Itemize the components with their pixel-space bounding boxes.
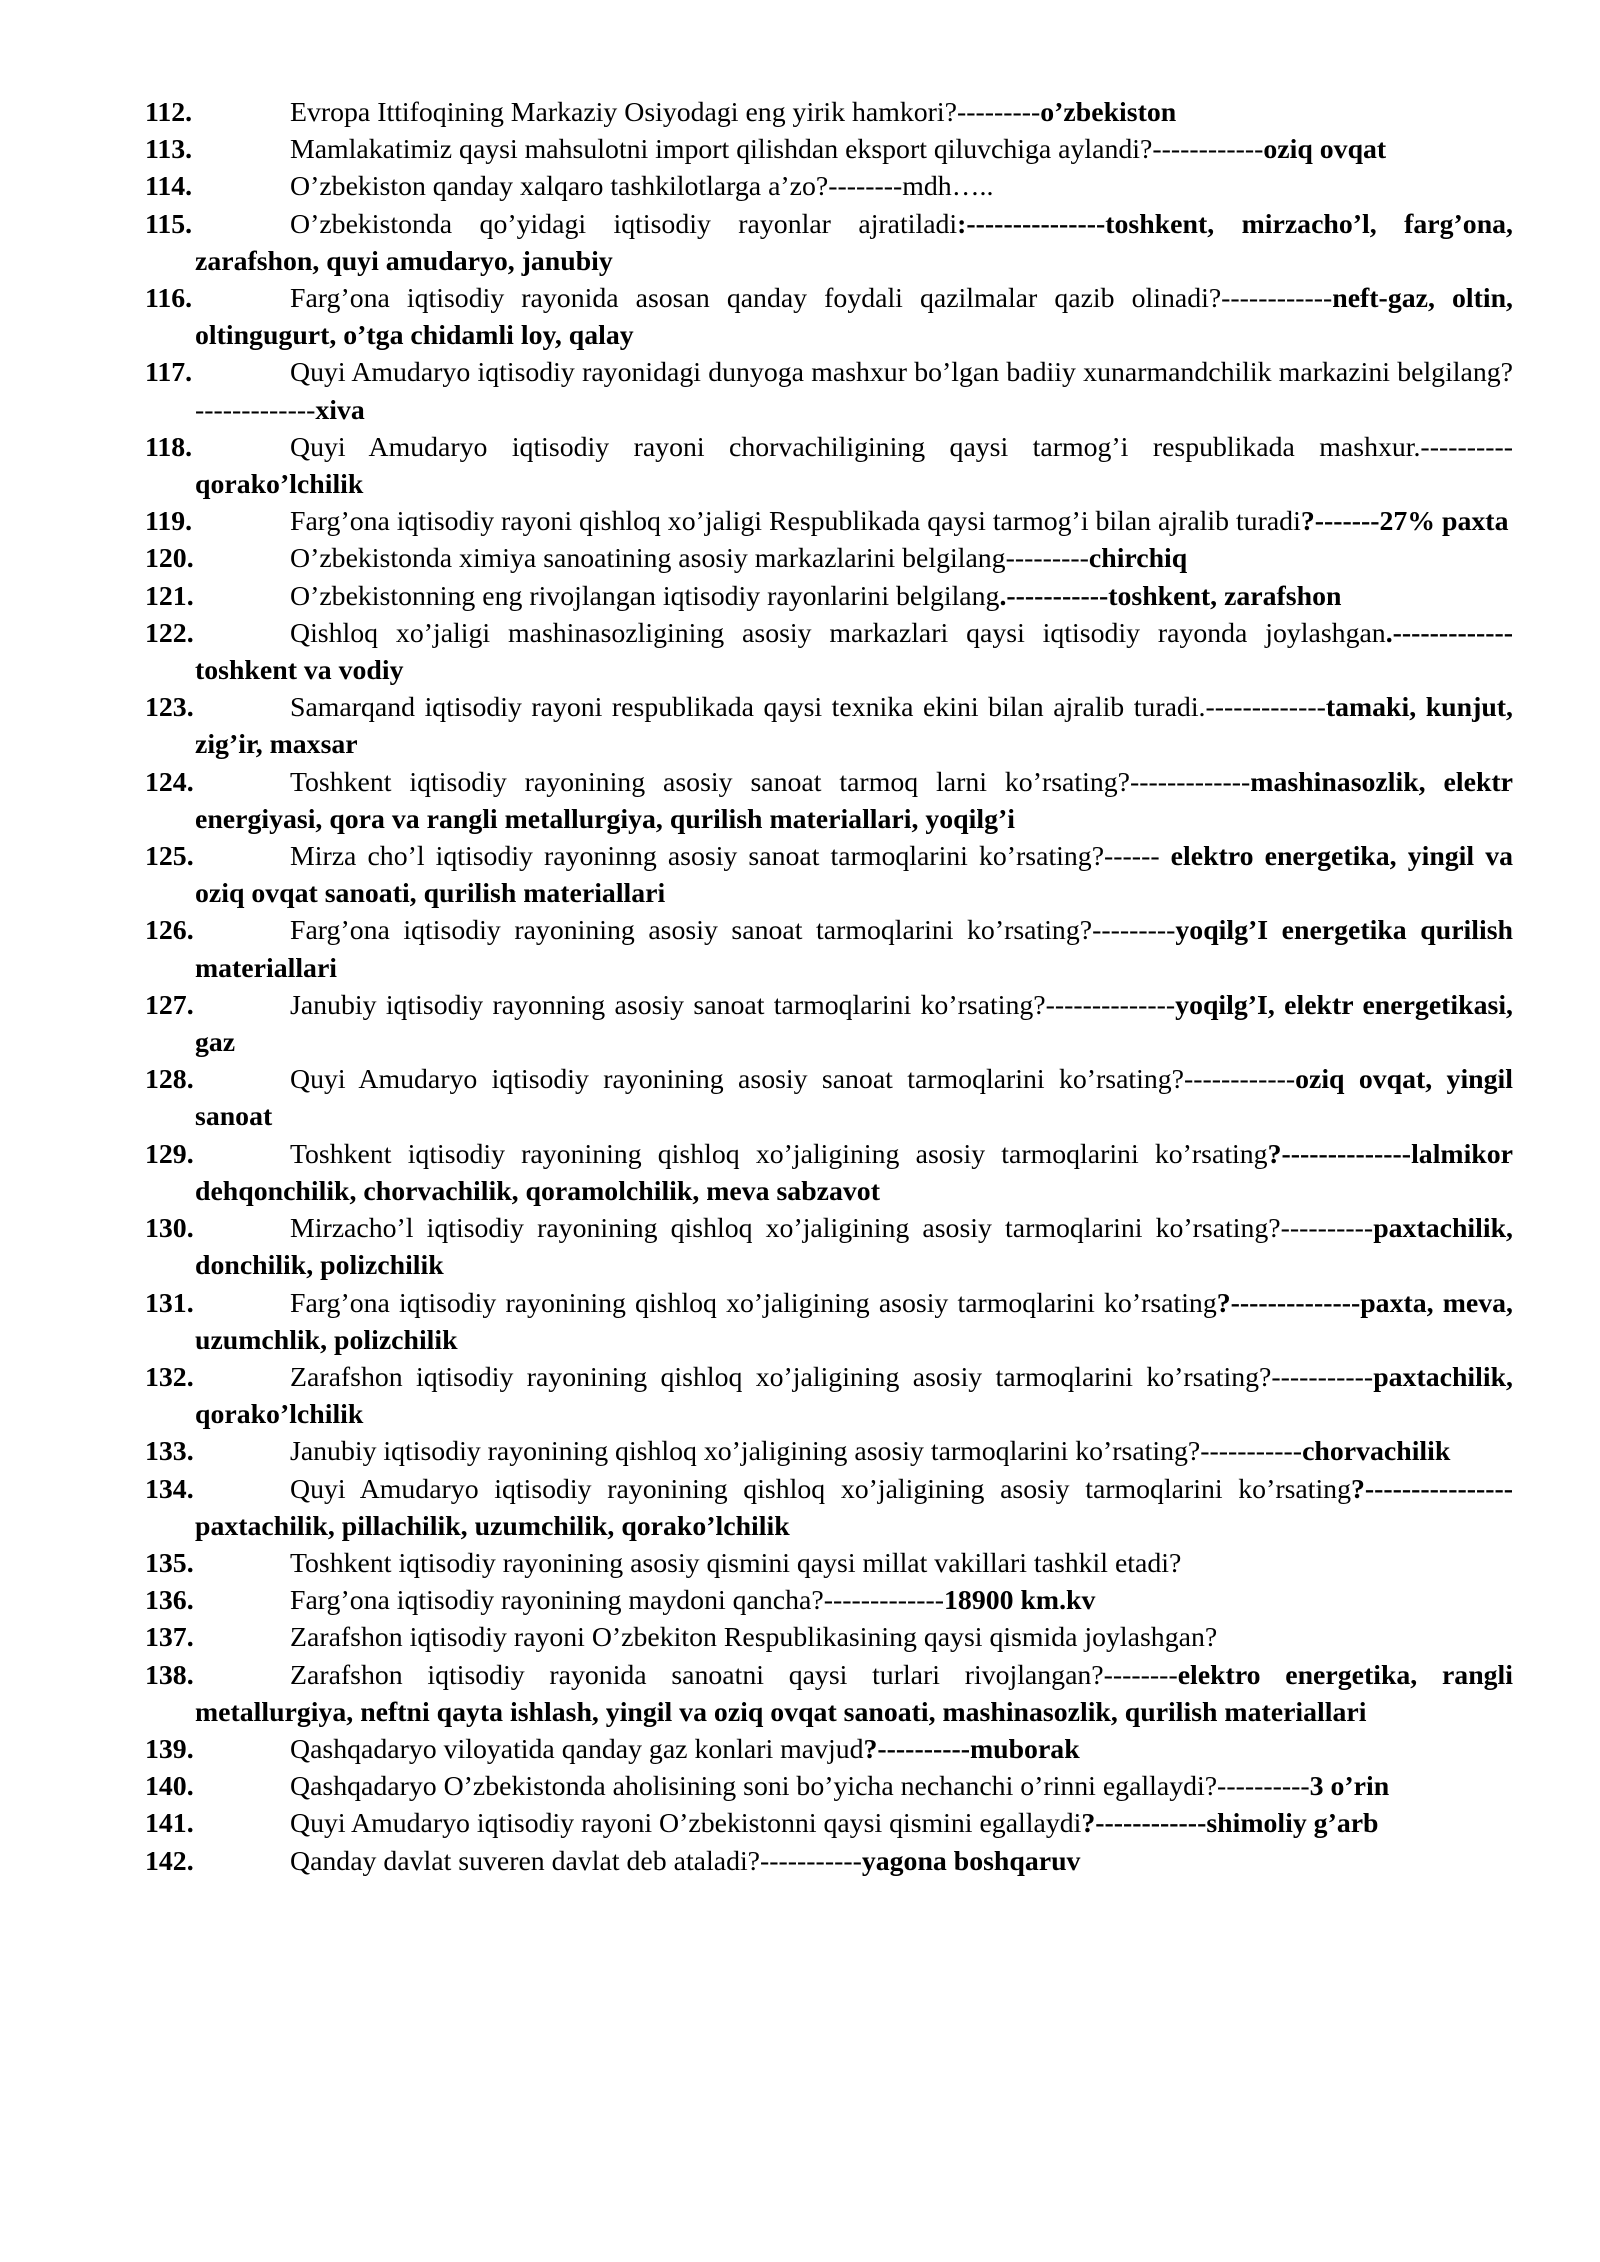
item-number: 124. (145, 766, 194, 798)
item-number: 114. (145, 171, 193, 203)
question-text: Samarqand iqtisodiy rayoni respublikada qaysi texnika ekini bilan ajralib turadi.------------- (290, 692, 1326, 724)
list-item (145, 1843, 1513, 1880)
list-item (145, 764, 1513, 838)
answer-text: oziq ovqat (1263, 134, 1387, 166)
list-item (145, 1471, 1513, 1545)
list-item (145, 1582, 1513, 1619)
question-text: O’zbekistonda ximiya sanoatining asosiy markazlarini belgilang--------- (290, 543, 1089, 575)
question-text: Farg’ona iqtisodiy rayonining maydoni qancha?------------- (290, 1585, 945, 1617)
item-number: 122. (145, 617, 194, 649)
question-text: Mirzacho’l iqtisodiy rayonining qishloq xo’jaligining asosiy tarmoqlarini ko’rsating?---------- (290, 1213, 1374, 1245)
item-number: 139. (145, 1733, 194, 1765)
item-number: 129. (145, 1138, 194, 1170)
answer-text: 3 o’rin (1309, 1771, 1390, 1803)
list-item (145, 503, 1513, 540)
item-number: 128. (145, 1064, 194, 1096)
item-number: 115. (145, 208, 193, 240)
answer-text: neft-gaz, oltin, oltingugurt, o’tga chidamli loy, qalay (195, 283, 1513, 352)
list-item (145, 1285, 1513, 1359)
item-number: 121. (145, 580, 194, 612)
item-number: 135. (145, 1547, 194, 1579)
answer-text: xiva (315, 394, 365, 426)
question-text: O’zbekiston qanday xalqaro tashkilotlarga a’zo?--------mdh….. (290, 171, 994, 203)
question-text: O’zbekistonda qo’yidagi iqtisodiy rayonlar ajratiladi (290, 208, 958, 240)
question-list (145, 94, 1513, 1880)
item-number: 117. (145, 357, 193, 389)
list-item (145, 1731, 1513, 1768)
item-number: 125. (145, 841, 194, 873)
question-text: Farg’ona iqtisodiy rayonida asosan qanday foydali qazilmalar qazib olinadi?------------ (290, 283, 1333, 315)
answer-text: ?----------muborak (863, 1733, 1080, 1765)
answer-text: chirchiq (1088, 543, 1188, 575)
answer-text: yagona boshqaruv (861, 1845, 1081, 1877)
answer-text: ?--------------lalmikor dehqonchilik, chorvachilik, qoramolchilik, meva sabzavot (195, 1138, 1513, 1207)
list-item (145, 615, 1513, 689)
answer-text: qorako’lchilik (195, 469, 364, 501)
item-number: 123. (145, 692, 194, 724)
question-text: Evropa Ittifoqining Markaziy Osiyodagi eng yirik hamkori?--------- (290, 97, 1041, 128)
item-number: 116. (145, 283, 193, 315)
answer-text: 18900 km.kv (944, 1585, 1096, 1617)
item-number: 136. (145, 1585, 194, 1617)
list-item (145, 131, 1513, 168)
answer-text: .-----------toshkent, zarafshon (999, 580, 1342, 612)
answer-text: .-------------toshkent va vodiy (195, 617, 1513, 687)
list-item (145, 1061, 1513, 1135)
list-item (145, 838, 1513, 912)
answer-text: ?------------shimoliy g’arb (1081, 1808, 1379, 1840)
question-text: Farg’ona iqtisodiy rayonining qishloq xo’jaligining asosiy tarmoqlarini ko’rsating (290, 1287, 1217, 1319)
item-number: 134. (145, 1473, 194, 1505)
question-text: Qanday davlat suveren davlat deb ataladi?----------- (290, 1845, 862, 1877)
answer-text: tamaki, kunjut, zig’ir, maxsar (195, 692, 1514, 761)
question-text: Janubiy iqtisodiy rayonining qishloq xo’jaligining asosiy tarmoqlarini ko’rsating?----------- (290, 1436, 1303, 1468)
question-text: Qashqadaryo O’zbekistonda aholisining soni bo’yicha nechanchi o’rinni egallaydi?---------- (290, 1771, 1310, 1803)
list-item (145, 1210, 1513, 1284)
list-item (145, 94, 1513, 131)
item-number: 140. (145, 1771, 194, 1803)
answer-text: o’zbekiston (1040, 97, 1177, 128)
question-text: Farg’ona iqtisodiy rayoni qishloq xo’jaligi Respublikada qaysi tarmog’i bilan ajralib turadi (290, 506, 1301, 538)
list-item (145, 1657, 1513, 1731)
item-number: 119. (145, 506, 193, 538)
item-number: 112. (145, 97, 193, 128)
list-item (145, 168, 1513, 205)
question-text: Toshkent iqtisodiy rayonining qishloq xo’jaligining asosiy tarmoqlarini ko’rsating (290, 1138, 1268, 1170)
question-text: Janubiy iqtisodiy rayonning asosiy sanoat tarmoqlarini ko’rsating?-------------- (290, 989, 1176, 1021)
answer-text: chorvachilik (1302, 1436, 1451, 1468)
list-item (145, 1545, 1513, 1582)
item-number: 126. (145, 915, 194, 947)
answer-text: oziq ovqat, yingil sanoat (195, 1064, 1513, 1133)
item-number: 113. (145, 134, 193, 166)
list-item (145, 1805, 1513, 1842)
question-text: Zarafshon iqtisodiy rayonida sanoatni qaysi turlari rivojlangan?-------- (290, 1659, 1178, 1691)
question-text: Mirza cho’l iqtisodiy rayoninng asosiy sanoat tarmoqlarini ko’rsating?------ (290, 841, 1160, 873)
question-text: Zarafshon iqtisodiy rayonining qishloq xo’jaligining asosiy tarmoqlarini ko’rsating?----------- (290, 1361, 1374, 1393)
list-item (145, 1433, 1513, 1470)
list-item (145, 540, 1513, 577)
answer-text: :---------------toshkent, mirzacho’l, farg’ona, zarafshon, quyi amudaryo, janubiy (195, 208, 1513, 277)
question-text: Quyi Amudaryo iqtisodiy rayonining asosiy sanoat tarmoqlarini ko’rsating?------------ (290, 1064, 1296, 1096)
list-item (145, 354, 1513, 428)
answer-text: yoqilg’I, elektr energetikasi, gaz (195, 989, 1513, 1059)
question-text: Quyi Amudaryo iqtisodiy rayonidagi dunyoga mashxur bo’lgan badiiy xunarmandchilik markazini belgilang?------------- (195, 357, 1513, 426)
answer-text: yoqilg’I energetika qurilish materiallari (195, 915, 1513, 984)
question-text: Toshkent iqtisodiy rayonining asosiy qismini qaysi millat vakillari tashkil etadi? (290, 1547, 1182, 1579)
answer-text: ?-------27% paxta (1300, 506, 1509, 538)
question-text: Zarafshon iqtisodiy rayoni O’zbekiton Respublikasining qaysi qismida joylashgan? (290, 1622, 1218, 1654)
item-number: 132. (145, 1361, 194, 1393)
question-text: Quyi Amudaryo iqtisodiy rayoni chorvachiligining qaysi tarmog’i respublikada mashxur.---------- (290, 431, 1513, 463)
item-number: 141. (145, 1808, 194, 1840)
list-item (145, 1359, 1513, 1433)
list-item (145, 1768, 1513, 1805)
item-number: 118. (145, 431, 193, 463)
answer-text: elektro energetika, yingil va oziq ovqat sanoati, qurilish materiallari (195, 841, 1513, 910)
answer-text: elektro energetika, rangli metallurgiya, neftni qayta ishlash, yingil va oziq ovqat sanoati, mashinasozlik, qurilish materiallari (195, 1659, 1514, 1728)
answer-text: paxtachilik, qorako’lchilik (195, 1361, 1513, 1431)
answer-text: ?--------------paxta, meva, uzumchlik, polizchilik (195, 1287, 1513, 1356)
answer-text: ?----------------paxtachilik, pillachilik, uzumchilik, qorako’lchilik (195, 1473, 1513, 1542)
item-number: 131. (145, 1287, 194, 1319)
list-item (145, 1136, 1513, 1210)
item-number: 142. (145, 1845, 194, 1877)
list-item (145, 206, 1513, 280)
item-number: 133. (145, 1436, 194, 1468)
list-item (145, 578, 1513, 615)
list-item (145, 987, 1513, 1061)
question-text: Toshkent iqtisodiy rayonining asosiy sanoat tarmoq larni ko’rsating?------------- (290, 766, 1251, 798)
question-text: Farg’ona iqtisodiy rayonining asosiy sanoat tarmoqlarini ko’rsating?--------- (290, 915, 1176, 947)
answer-text: paxtachilik, donchilik, polizchilik (195, 1213, 1513, 1282)
question-text: Quyi Amudaryo iqtisodiy rayoni O’zbekistonni qaysi qismini egallaydi (290, 1808, 1082, 1840)
list-item (145, 1619, 1513, 1656)
list-item (145, 912, 1513, 986)
item-number: 127. (145, 989, 194, 1021)
question-text: Quyi Amudaryo iqtisodiy rayonining qishloq xo’jaligining asosiy tarmoqlarini ko’rsating (290, 1473, 1351, 1505)
answer-text: mashinasozlik, elektr energiyasi, qora va rangli metallurgiya, qurilish materiallari, yoqilg’i (195, 766, 1513, 835)
item-number: 138. (145, 1659, 194, 1691)
list-item (145, 689, 1513, 763)
list-item (145, 429, 1513, 503)
list-item (145, 280, 1513, 354)
item-number: 137. (145, 1622, 194, 1654)
item-number: 130. (145, 1213, 194, 1245)
question-text: Qishloq xo’jaligi mashinasozligining asosiy markazlari qaysi iqtisodiy rayonda joylashgan (290, 617, 1386, 649)
item-number: 120. (145, 543, 194, 575)
question-text: O’zbekistonning eng rivojlangan iqtisodiy rayonlarini belgilang (290, 580, 1000, 612)
question-text: Mamlakatimiz qaysi mahsulotni import qilishdan eksport qiluvchiga aylandi?------------ (290, 134, 1264, 166)
question-text: Qashqadaryo viloyatida qanday gaz konlari mavjud (290, 1733, 864, 1765)
